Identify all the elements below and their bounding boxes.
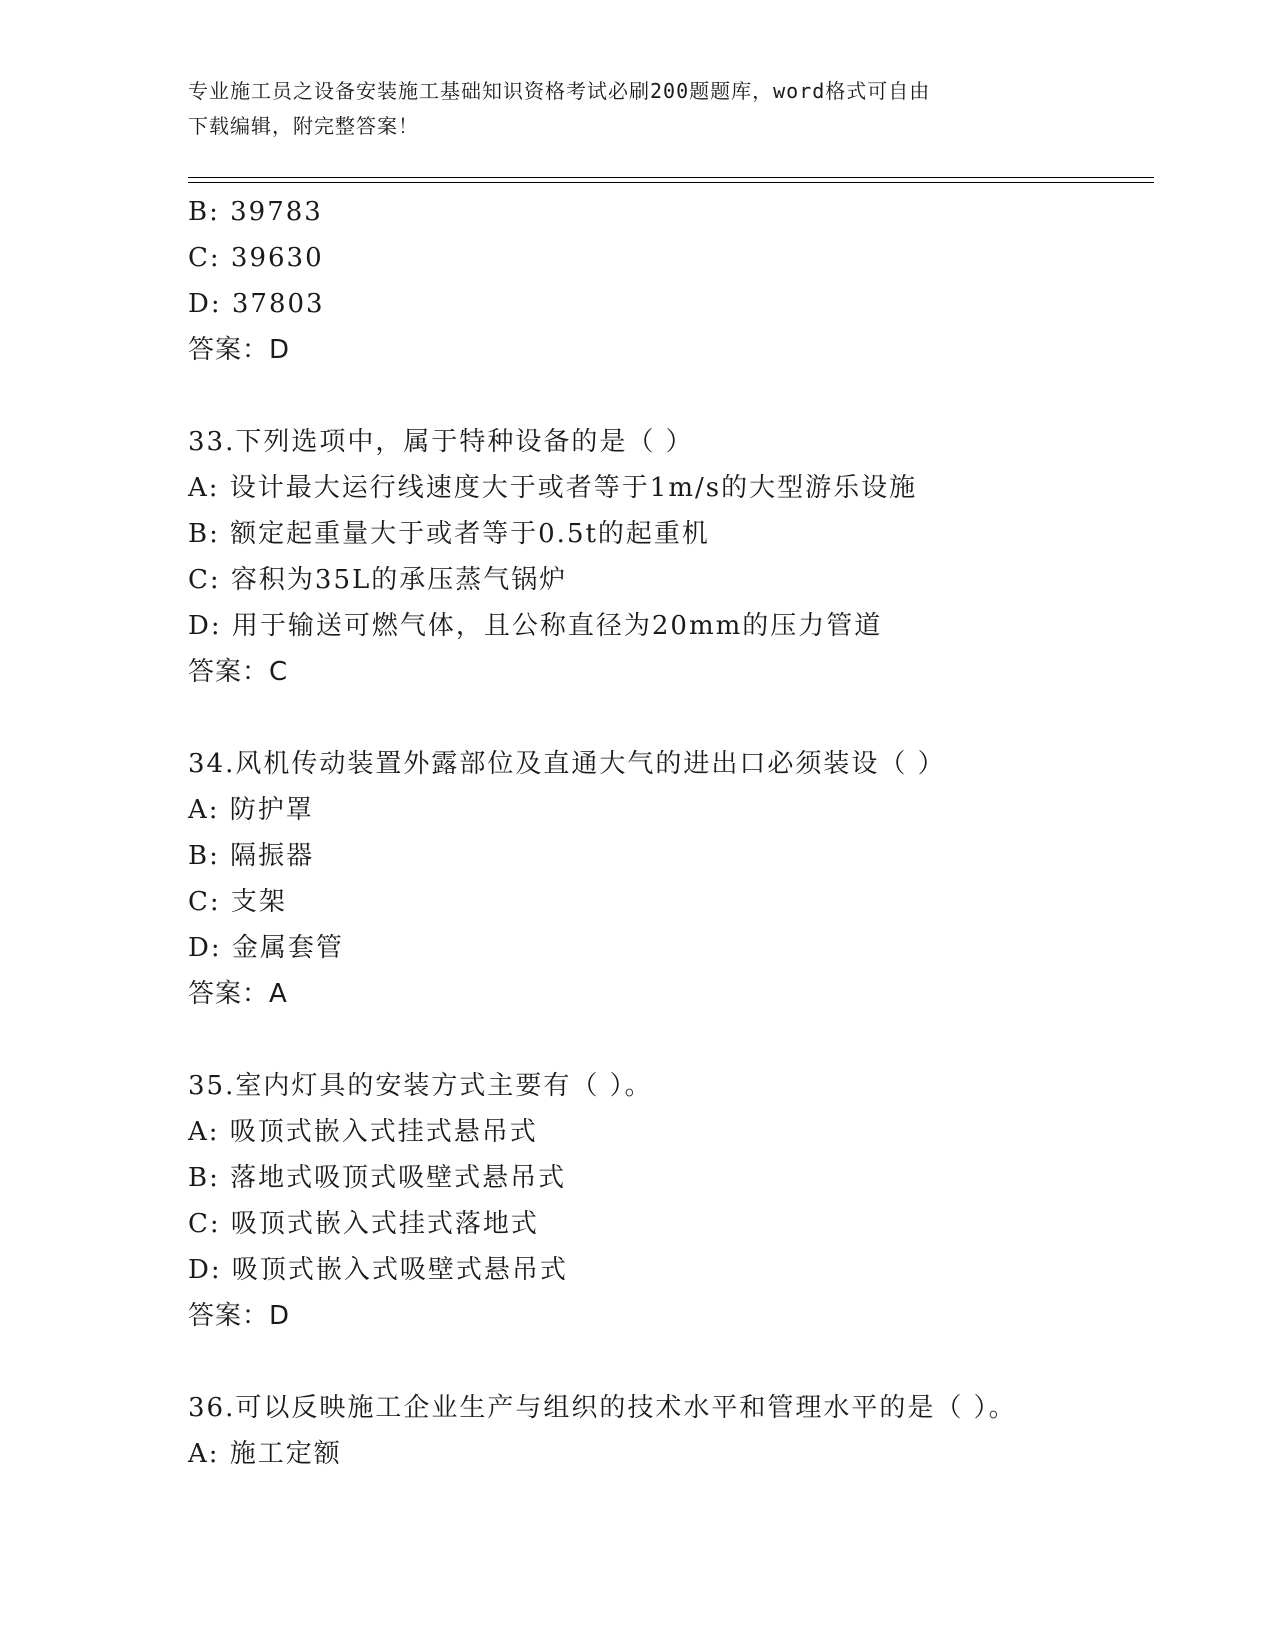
answer: 答案：D (188, 1301, 291, 1331)
option-d: D: 37803 (188, 289, 325, 319)
answer: 答案：D (188, 335, 291, 365)
answer: 答案：A (188, 979, 288, 1009)
document-header (188, 74, 1068, 144)
header-divider-bottom (188, 182, 1154, 183)
option-b: B: 39783 (188, 197, 323, 227)
question-list (188, 189, 1148, 1477)
header-divider-top (188, 177, 1154, 178)
spacer (188, 1017, 1148, 1063)
question-text: 35.室内灯具的安装方式主要有（ ）。 (188, 1071, 653, 1101)
question-33 (188, 419, 1148, 695)
option-c: C: 39630 (188, 243, 324, 273)
question-text: 34.风机传动装置外露部位及直通大气的进出口必须装设（ ） (188, 749, 946, 779)
option-b: B: 隔振器 (188, 841, 315, 871)
header-line-2: 下载编辑，附完整答案！ (188, 114, 419, 138)
header-line-1: 专业施工员之设备安装施工基础知识资格考试必刷200题题库，word格式可自由 (188, 79, 931, 103)
option-b: B: 落地式吸顶式吸壁式悬吊式 (188, 1163, 567, 1193)
question-text: 36.可以反映施工企业生产与组织的技术水平和管理水平的是（ ）。 (188, 1393, 1017, 1423)
option-c: C: 支架 (188, 887, 287, 917)
option-a: A: 施工定额 (188, 1439, 342, 1469)
option-b: B: 额定起重量大于或者等于0.5t的起重机 (188, 519, 710, 549)
option-d: D: 用于输送可燃气体，且公称直径为20mm的压力管道 (188, 611, 883, 641)
question-text: 33.下列选项中，属于特种设备的是（ ） (188, 427, 694, 457)
option-c: C: 吸顶式嵌入式挂式落地式 (188, 1209, 539, 1239)
answer: 答案：C (188, 657, 289, 687)
question-35 (188, 1063, 1148, 1339)
spacer (188, 695, 1148, 741)
question-36 (188, 1385, 1148, 1477)
option-d: D: 金属套管 (188, 933, 344, 963)
question-32 (188, 189, 1148, 373)
option-a: A: 设计最大运行线速度大于或者等于1m/s的大型游乐设施 (188, 473, 918, 503)
option-a: A: 吸顶式嵌入式挂式悬吊式 (188, 1117, 538, 1147)
spacer (188, 373, 1148, 419)
option-a: A: 防护罩 (188, 795, 314, 825)
option-d: D: 吸顶式嵌入式吸壁式悬吊式 (188, 1255, 568, 1285)
question-34 (188, 741, 1148, 1017)
option-c: C: 容积为35L的承压蒸气锅炉 (188, 565, 568, 595)
spacer (188, 1339, 1148, 1385)
